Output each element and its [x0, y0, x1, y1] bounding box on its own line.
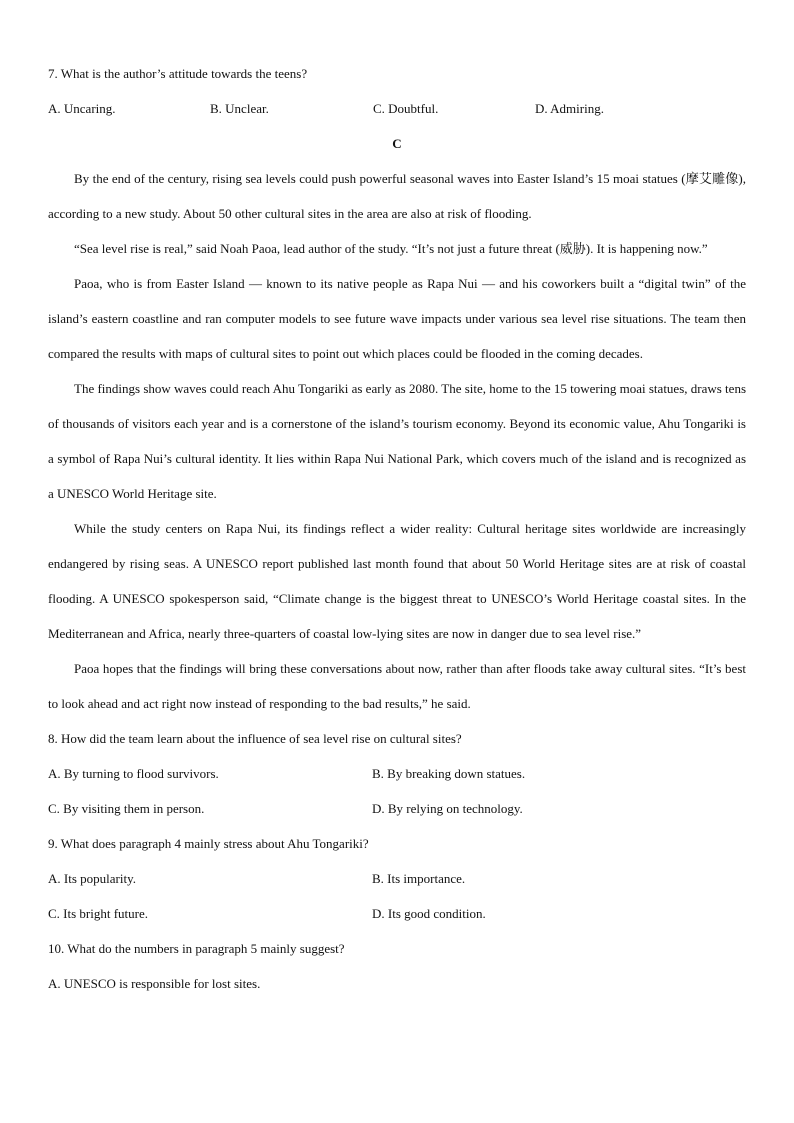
passage-paragraph-2: “Sea level rise is real,” said Noah Paoa, lead author of the study. “It’s not just a future threat (威胁). It is happening now.”	[74, 241, 708, 256]
passage-paragraph-3: Paoa, who is from Easter Island — known to its native people as Rapa Nui — and his coworkers built a “digital twin” of the island’s eastern coastline and ran computer models to see future wave impacts under various sea level rise situations. The team then compared the results with maps of cultural sites to point out which places could be flooded in the coming decades.	[48, 276, 746, 361]
question-8-stem: 8. How did the team learn about the influence of sea level rise on cultural sites?	[48, 731, 462, 746]
question-7-options	[48, 91, 746, 126]
q8-option-b: B. By breaking down statues.	[372, 766, 526, 781]
section-heading: C	[392, 136, 402, 151]
question-9-stem: 9. What does paragraph 4 mainly stress about Ahu Tongariki?	[48, 836, 369, 851]
q7-option-c: C. Doubtful.	[373, 101, 439, 116]
passage-paragraph-1: By the end of the century, rising sea levels could push powerful seasonal waves into Easter Island’s 15 moai statues (摩艾雕像), according to a new study. About 50 other cultural sites in the area are also at risk of flooding.	[48, 171, 746, 221]
q9-option-b: B. Its importance.	[372, 871, 466, 886]
passage-paragraph-5: While the study centers on Rapa Nui, its findings reflect a wider reality: Cultural heritage sites worldwide are increasingly endangered by rising seas. A UNESCO report published last month found that about 50 World Heritage sites are at risk of coastal flooding. A UNESCO spokesperson said, “Climate change is the biggest threat to UNESCO’s World Heritage coastal sites. In the Mediterranean and Africa, nearly three-quarters of coastal low-lying sites are now in danger due to sea level rise.”	[48, 521, 746, 641]
q9-option-c: C. Its bright future.	[48, 906, 149, 921]
q8-option-a: A. By turning to flood survivors.	[48, 766, 219, 781]
question-9-options-row-1	[48, 861, 746, 896]
passage-paragraph-4: The findings show waves could reach Ahu Tongariki as early as 2080. The site, home to the 15 towering moai statues, draws tens of thousands of visitors each year and is a cornerstone of the island’s tourism economy. Beyond its economic value, Ahu Tongariki is a symbol of Rapa Nui’s cultural identity. It lies within Rapa Nui National Park, which covers much of the island and is recognized as a UNESCO World Heritage site.	[48, 381, 746, 501]
passage-paragraph-6: Paoa hopes that the findings will bring these conversations about now, rather than after floods take away cultural sites. “It’s best to look ahead and act right now instead of responding to the bad results,” he said.	[48, 661, 746, 711]
q7-option-b: B. Unclear.	[210, 101, 269, 116]
q10-option-a: A. UNESCO is responsible for lost sites.	[48, 976, 261, 991]
question-8-options-row-2	[48, 791, 746, 826]
question-7-stem: 7. What is the author’s attitude towards the teens?	[48, 66, 308, 81]
q7-option-a: A. Uncaring.	[48, 101, 116, 116]
question-8-options-row-1	[48, 756, 746, 791]
q8-option-c: C. By visiting them in person.	[48, 801, 205, 816]
question-9-options-row-2	[48, 896, 746, 931]
document-page	[48, 56, 746, 1001]
q8-option-d: D. By relying on technology.	[372, 801, 523, 816]
q7-option-d: D. Admiring.	[535, 101, 604, 116]
q9-option-a: A. Its popularity.	[48, 871, 136, 886]
question-10-stem: 10. What do the numbers in paragraph 5 mainly suggest?	[48, 941, 345, 956]
q9-option-d: D. Its good condition.	[372, 906, 486, 921]
